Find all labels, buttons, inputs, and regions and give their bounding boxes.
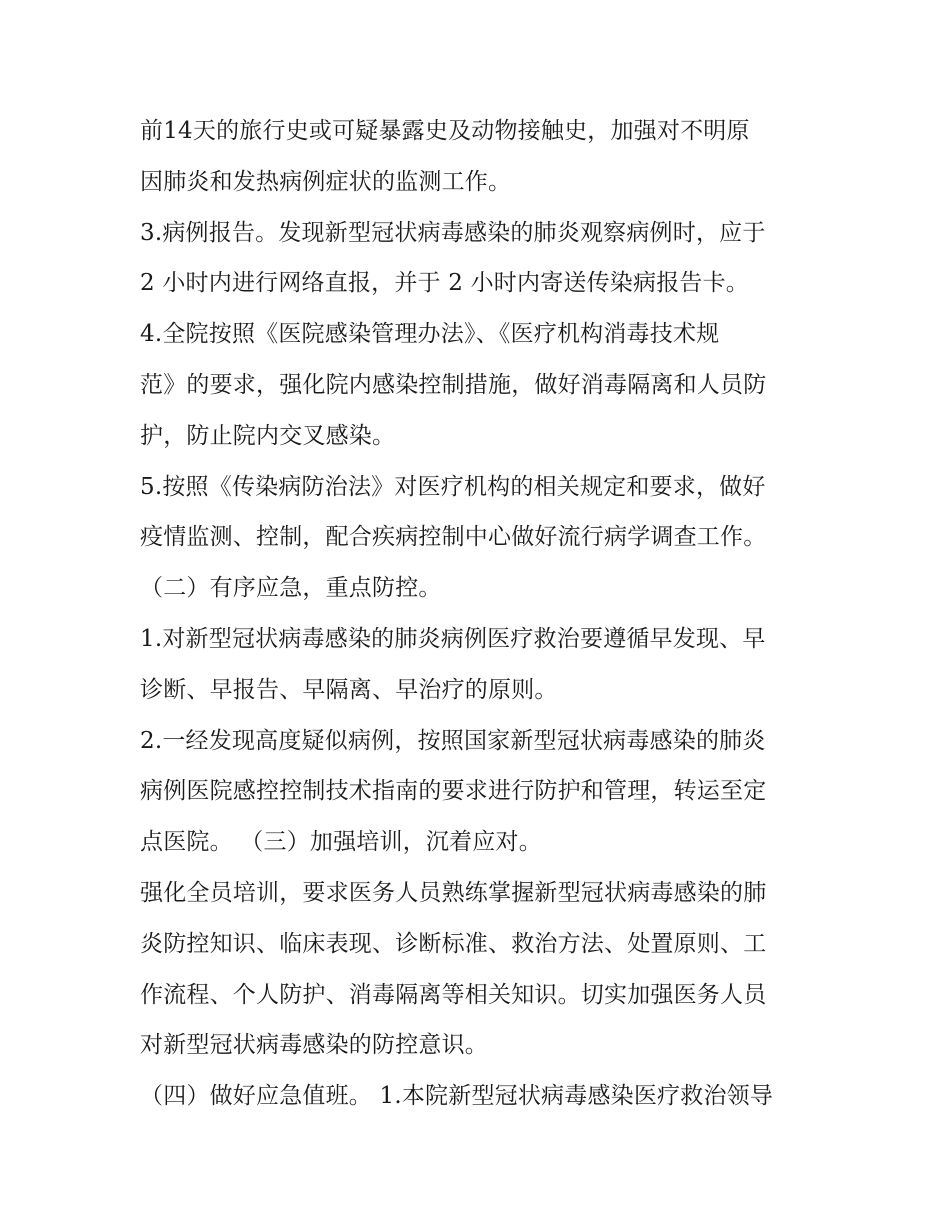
- text-line: 炎防控知识、临床表现、诊断标准、救治方法、处置原则、工: [140, 930, 767, 957]
- text-line: 强化全员培训，要求医务人员熟练掌握新型冠状病毒感染的肺: [140, 879, 767, 906]
- text-line: 4.全院按照《医院感染管理办法》、《医疗机构消毒技术规: [140, 321, 720, 348]
- document-body: [140, 106, 820, 1122]
- text-line: 3.病例报告。发现新型冠状病毒感染的肺炎观察病例时，应于: [140, 219, 766, 246]
- text-line: 护，防止院内交叉感染。: [140, 422, 396, 449]
- text-line: 5.按照《传染病防治法》对医疗机构的相关规定和要求，做好: [140, 473, 766, 500]
- text-line: 2 小时内进行网络直报，并于 2 小时内寄送传染病报告卡。: [140, 270, 749, 297]
- text-line: 因肺炎和发热病例症状的监测工作。: [140, 168, 512, 195]
- text-line: （二）有序应急，重点防控。: [140, 575, 442, 602]
- text-line: 点医院。 （三）加强培训，沉着应对。: [140, 829, 542, 856]
- text-line: 对新型冠状病毒感染的防控意识。: [140, 1032, 488, 1059]
- text-line: 病例医院感控控制技术指南的要求进行防护和管理，转运至定: [140, 778, 767, 805]
- text-line: 作流程、个人防护、消毒隔离等相关知识。切实加强医务人员: [140, 981, 767, 1008]
- text-line: 范》的要求，强化院内感染控制措施，做好消毒隔离和人员防: [140, 371, 767, 398]
- text-line: 前14天的旅行史或可疑暴露史及动物接触史，加强对不明原: [140, 118, 750, 144]
- text-line: 疫情监测、控制，配合疾病控制中心做好流行病学调查工作。: [140, 524, 767, 551]
- text-line: 2.一经发现高度疑似病例，按照国家新型冠状病毒感染的肺炎: [140, 727, 766, 754]
- text-line: 1.对新型冠状病毒感染的肺炎病例医疗救治要遵循早发现、早: [140, 625, 766, 652]
- text-line: （四）做好应急值班。 1.本院新型冠状病毒感染医疗救治领导: [140, 1083, 774, 1110]
- text-line: 诊断、早报告、早隔离、早治疗的原则。: [140, 676, 558, 703]
